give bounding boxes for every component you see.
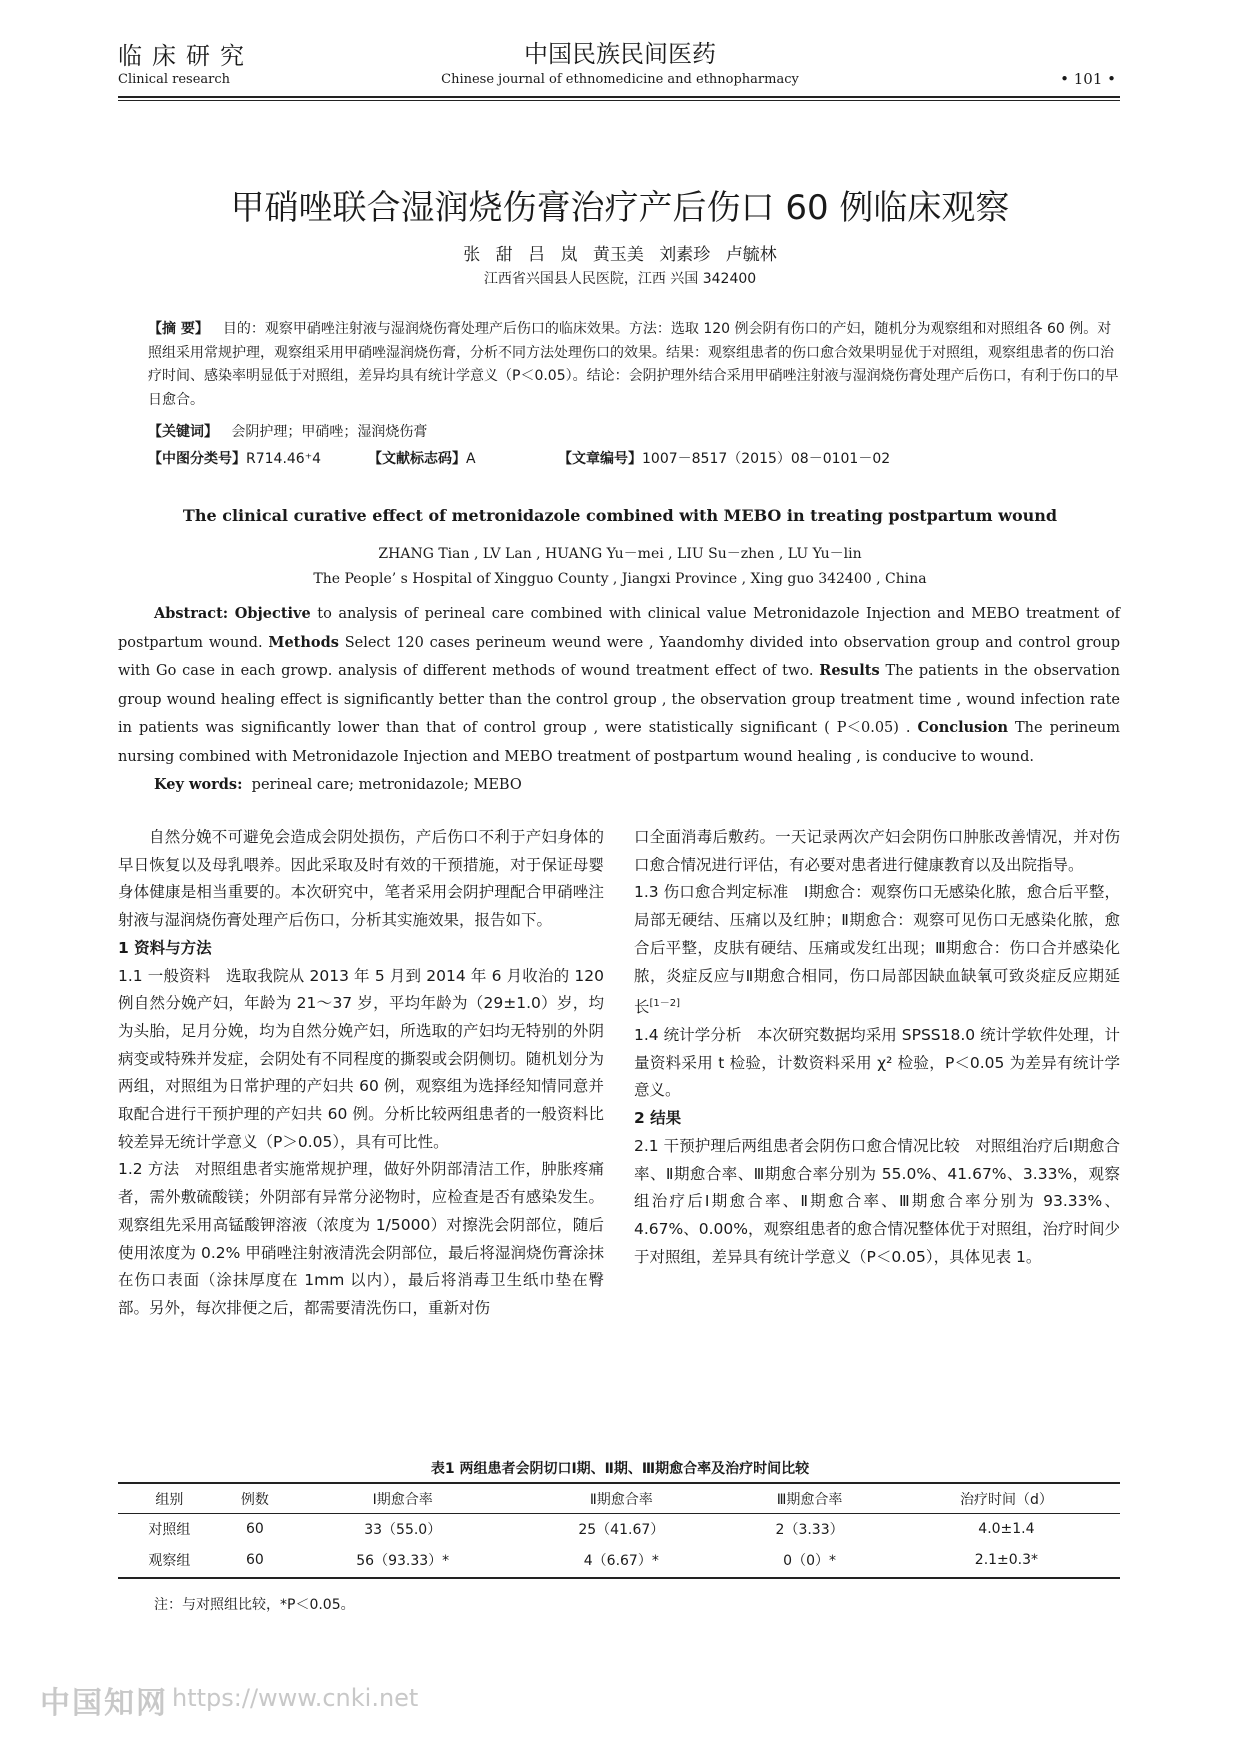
article-title-cn: 甲硝唑联合湿润烧伤膏治疗产后伤口 60 例临床观察 bbox=[230, 188, 1010, 228]
subsection-paragraph bbox=[634, 1133, 1120, 1272]
journal-name-en: Chinese journal of ethnomedicine and ethnopharmacy bbox=[441, 72, 799, 87]
keywords-en-label: Key words: bbox=[154, 776, 243, 793]
subsection-heading: 1.3 伤口愈合判定标准 bbox=[634, 883, 789, 902]
results-table bbox=[118, 1484, 1120, 1575]
subsection-text: Ⅰ期愈合：观察伤口无感染化脓，愈合后平整，局部无硬结、压痛以及红肿；Ⅱ期愈合：观察可见伤口无感染化脓，愈合后平整，皮肤有硬结、压痛或发红出现；Ⅲ期愈合：伤口合并感染化脓，炎症反应与Ⅱ期愈合相同，伤口局部因缺血缺氧可致炎症反应期延长 bbox=[634, 883, 1121, 1017]
body-paragraph-continued: 口全面消毒后敷药。一天记录两次产妇会阴伤口肿胀改善情况，并对伤口愈合情况进行评估，有必要对患者进行健康教育以及出院指导。 bbox=[634, 828, 1120, 874]
subsection-paragraph bbox=[118, 1156, 604, 1322]
results-label: Results bbox=[819, 662, 880, 679]
abstract-cn-text: 目的：观察甲硝唑注射液与湿润烧伤膏处理产后伤口的临床效果。方法：选取 120 例会阴有伤口的产妇，随机分为观察组和对照组各 60 例。对照组采用常规护理，观察组采用甲硝唑湿润烧伤膏，分析不同方法处理伤口的效果。结果：观察组患者的伤口愈合效果明显优于对照组，观察组患者的伤口治疗时间、感染率明显低于对照组，差异均具有统计学意义（P＜0.05）。结论：会阴护理外结合采用甲硝唑注射液与湿润烧伤膏处理产后伤口，有利于伤口的早日愈合。 bbox=[148, 321, 1119, 408]
authors-en: ZHANG Tian , LV Lan , HUANG Yu－mei , LIU Su－zhen , LU Yu－lin bbox=[378, 546, 862, 562]
keywords-cn bbox=[148, 421, 1120, 441]
clc-value: R714.46⁺4 bbox=[246, 451, 322, 467]
methods-label: Methods bbox=[268, 633, 339, 651]
abstract-en bbox=[118, 600, 1120, 771]
table-cell: 33（55.0） bbox=[364, 1521, 442, 1538]
doc-code-value: A bbox=[466, 451, 476, 467]
subsection-paragraph bbox=[634, 1022, 1120, 1105]
page-number: • 101 • bbox=[1060, 70, 1116, 88]
table-cell: 对照组 bbox=[148, 1521, 191, 1538]
table-header-cell: Ⅲ期愈合率 bbox=[776, 1491, 843, 1508]
affiliation-en: The People’ s Hospital of Xingguo County , Jiangxi Province , Xing guo 342400 , China bbox=[313, 571, 927, 587]
table-cell: 60 bbox=[246, 1520, 264, 1537]
body-paragraph: 自然分娩不可避免会造成会阴处损伤，产后伤口不利于产妇身体的早日恢复以及母乳喂养。因此采取及时有效的干预措施，对于保证母婴身体健康是相当重要的。本次研究中，笔者采用会阴护理配合甲硝唑注射液与湿润烧伤膏处理产后伤口，分析其实施效果，报告如下。 bbox=[118, 828, 604, 930]
results-text: The patients in the observation group wound healing effect is significantly better than the control group , the observation group treatment time , wound infection rate in patients was significantly lower than that of control group , were statistically significant ( P＜0.05) . bbox=[118, 663, 1120, 736]
citation-ref: [1－2] bbox=[649, 998, 681, 1010]
table-header-cell: 例数 bbox=[240, 1491, 269, 1508]
subsection-text: 对照组患者实施常规护理，做好外阴部清洁工作，肿胀疼痛者，需外敷硫酸镁；外阴部有异常分泌物时，应检查是否有感染发生。观察组先采用高锰酸钾溶液（浓度为 1/5000）对擦洗会阴部位，随后使用浓度为 0.2% 甲硝唑注射液清洗会阴部位，最后将湿润烧伤膏涂抹在伤口表面（涂抹厚度在 1mm 以内），最后将消毒卫生纸巾垫在臀部。另外，每次排便之后，都需要清洗伤口，重新对伤 bbox=[118, 1160, 604, 1317]
methods-text: Select 120 cases perineum weund were , Yaandomhy divided into observation group and control group with Go case in each growp. analysis of different methods of wound treatment effect of two. bbox=[118, 634, 1120, 679]
clc-label: 【中图分类号】 bbox=[148, 451, 246, 467]
abstract-cn-label: 【摘 要】 bbox=[148, 321, 209, 337]
subsection-heading: 1.1 一般资料 bbox=[118, 966, 211, 985]
table-rule-bottom bbox=[118, 1577, 1120, 1579]
table-cell: 4.0±1.4 bbox=[978, 1520, 1035, 1537]
keywords-cn-text: 会阴护理；甲硝唑；湿润烧伤膏 bbox=[231, 424, 428, 440]
section-label-en: Clinical research bbox=[118, 72, 231, 87]
table-cell: 2.1±0.3* bbox=[974, 1551, 1039, 1568]
objective-text: to analysis of perineal care combined with clinical value Metronidazole Injection and MEBO treatment of postpartum wound. bbox=[118, 606, 1121, 651]
body-column-left bbox=[118, 824, 604, 1323]
subsection-heading: 1.4 统计学分析 bbox=[634, 1026, 742, 1045]
subsection-heading: 1.2 方法 bbox=[118, 1160, 180, 1179]
article-no-value: 1007－8517（2015）08－0101－02 bbox=[642, 451, 891, 467]
abstract-en-label: Abstract: bbox=[154, 605, 229, 622]
table-caption: 表1 两组患者会阴切口Ⅰ期、Ⅱ期、Ⅲ期愈合率及治疗时间比较 bbox=[430, 1461, 810, 1477]
article-no-label: 【文章编号】 bbox=[558, 451, 642, 467]
cnki-logo: 中国知网 bbox=[40, 1686, 168, 1721]
header-rule bbox=[118, 96, 1120, 98]
authors-cn: 张 甜 吕 岚 黄玉美 刘素珍 卢毓林 bbox=[463, 245, 777, 265]
abstract-cn bbox=[148, 318, 1120, 412]
table-header-cell: Ⅱ期愈合率 bbox=[589, 1491, 653, 1508]
objective-label: Objective bbox=[234, 605, 311, 622]
conclusion-text: The perineum nursing combined with Metronidazole Injection and MEBO treatment of postpartum wound healing , is conducive to wound. bbox=[118, 720, 1121, 765]
table-cell: 60 bbox=[246, 1551, 264, 1568]
subsection-paragraph bbox=[118, 963, 604, 1157]
cnki-url: https://www.cnki.net bbox=[172, 1684, 419, 1712]
table-cell: 观察组 bbox=[148, 1552, 191, 1569]
subsection-text: 对照组治疗后Ⅰ期愈合率、Ⅱ期愈合率、Ⅲ期愈合率分别为 55.0%、41.67%、3.33%，观察组治疗后Ⅰ期愈合率、Ⅱ期愈合率、Ⅲ期愈合率分别为 93.33%、4.67%、0.00%，观察组患者的愈合情况整体优于对照组，治疗时间少于对照组，差异具有统计学意义（P＜0.05），具体见表 1。 bbox=[634, 1136, 1120, 1266]
doc-code-label: 【文献标志码】 bbox=[368, 451, 466, 467]
table-cell: 56（93.33）* bbox=[356, 1552, 450, 1569]
table-header-cell: Ⅰ期愈合率 bbox=[372, 1491, 433, 1508]
subsection-text: 选取我院从 2013 年 5 月到 2014 年 6 月收治的 120 例自然分娩产妇，年龄为 21～37 岁，平均年龄为（29±1.0）岁，均为头胎，足月分娩，均为自然分娩产妇，所选取的产妇均无特别的外阴病变或特殊并发症，会阴处有不同程度的撕裂或会阴侧切。随机划分为两组，对照组为日常护理的产妇共 60 例，观察组为选择经知情同意并取配合进行干预护理的产妇共 60 例。分析比较两组患者的一般资料比较差异无统计学意义（P＞0.05），具有可比性。 bbox=[118, 966, 605, 1151]
section-heading: 2 结果 bbox=[634, 1109, 682, 1128]
keywords-en-text: perineal care; metronidazole; MEBO bbox=[251, 777, 522, 793]
keywords-cn-label: 【关键词】 bbox=[148, 424, 218, 440]
body-column-right bbox=[634, 824, 1120, 1271]
table-cell: 2（3.33） bbox=[775, 1521, 844, 1538]
subsection-text: 本次研究数据均采用 SPSS18.0 统计学软件处理，计量资料采用 t 检验，计数资料采用 χ² 检验，P＜0.05 为差异有统计学意义。 bbox=[634, 1026, 1121, 1100]
table-row bbox=[118, 1544, 1120, 1575]
table-header-cell: 组别 bbox=[155, 1491, 184, 1508]
table-header-row bbox=[118, 1484, 1120, 1513]
affiliation-cn: 江西省兴国县人民医院，江西 兴国 342400 bbox=[483, 271, 757, 287]
subsection-paragraph bbox=[634, 879, 1120, 1022]
table-note: 注：与对照组比较，*P＜0.05。 bbox=[154, 1597, 355, 1613]
keywords-en bbox=[154, 776, 522, 793]
table-cell: 4（6.67）* bbox=[583, 1552, 659, 1569]
classification-line bbox=[148, 448, 1120, 468]
table-header-cell: 治疗时间（d） bbox=[959, 1491, 1053, 1508]
section-heading: 1 资料与方法 bbox=[118, 938, 212, 957]
conclusion-label: Conclusion bbox=[917, 719, 1009, 736]
article-title-en: The clinical curative effect of metronidazole combined with MEBO in treating postpartum wound bbox=[182, 506, 1058, 525]
table-cell: 25（41.67） bbox=[578, 1521, 665, 1538]
section-label-cn: 临床研究 bbox=[118, 42, 254, 70]
table-cell: 0（0）* bbox=[783, 1552, 836, 1569]
journal-name-cn: 中国民族民间医药 bbox=[524, 40, 716, 68]
table-row bbox=[118, 1513, 1120, 1544]
subsection-heading: 2.1 干预护理后两组患者会阴伤口愈合情况比较 bbox=[634, 1136, 960, 1155]
header-rule-thin bbox=[118, 100, 1120, 101]
